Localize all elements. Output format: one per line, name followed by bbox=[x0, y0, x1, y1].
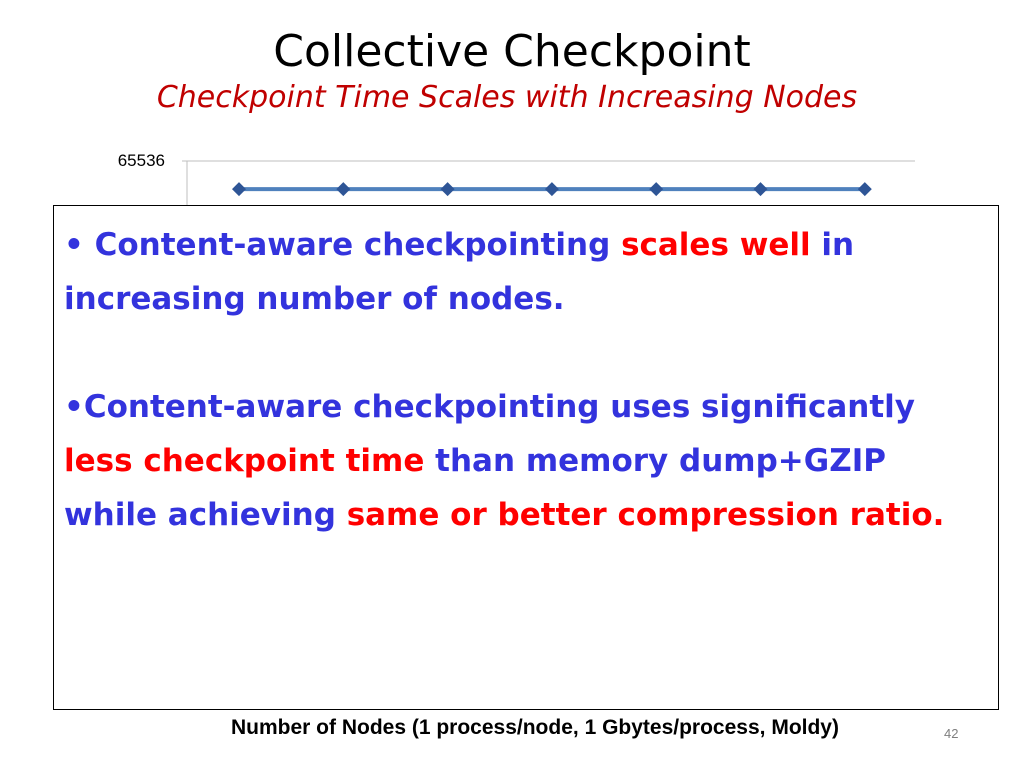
y-tick-label: 65536 bbox=[117, 151, 165, 170]
callout-highlight: scales well bbox=[621, 227, 811, 263]
bullet: • bbox=[64, 389, 84, 425]
callout-paragraph-1 bbox=[64, 218, 988, 326]
callout-text: Content-aware checkpointing uses significantly bbox=[83, 389, 916, 425]
x-axis-label: Number of Nodes (1 process/node, 1 Gbytes/process, Moldy) bbox=[231, 716, 839, 739]
callout-text: in increasing number of nodes. bbox=[64, 227, 855, 317]
data-point-marker bbox=[441, 182, 455, 196]
series-group bbox=[232, 182, 872, 196]
callout-text: . bbox=[932, 497, 945, 533]
callout-text: than memory dump+GZIP while achieving bbox=[64, 443, 886, 533]
spacer bbox=[64, 326, 988, 380]
bullet: • bbox=[64, 227, 95, 263]
data-point-marker bbox=[649, 182, 663, 196]
data-point-marker bbox=[232, 182, 246, 196]
callout-text: Content-aware checkpointing bbox=[94, 227, 622, 263]
slide-title: Collective Checkpoint bbox=[273, 26, 751, 77]
data-point-marker bbox=[858, 182, 872, 196]
callout-highlight: same or better compression ratio bbox=[346, 497, 933, 533]
data-point-marker bbox=[336, 182, 350, 196]
data-point-marker bbox=[754, 182, 768, 196]
data-point-marker bbox=[545, 182, 559, 196]
callout-paragraph-2 bbox=[64, 380, 988, 542]
callout-box bbox=[53, 205, 999, 710]
slide-subtitle: Checkpoint Time Scales with Increasing Nodes bbox=[156, 80, 858, 115]
callout-highlight: less checkpoint time bbox=[64, 443, 425, 479]
page-number: 42 bbox=[944, 726, 959, 741]
